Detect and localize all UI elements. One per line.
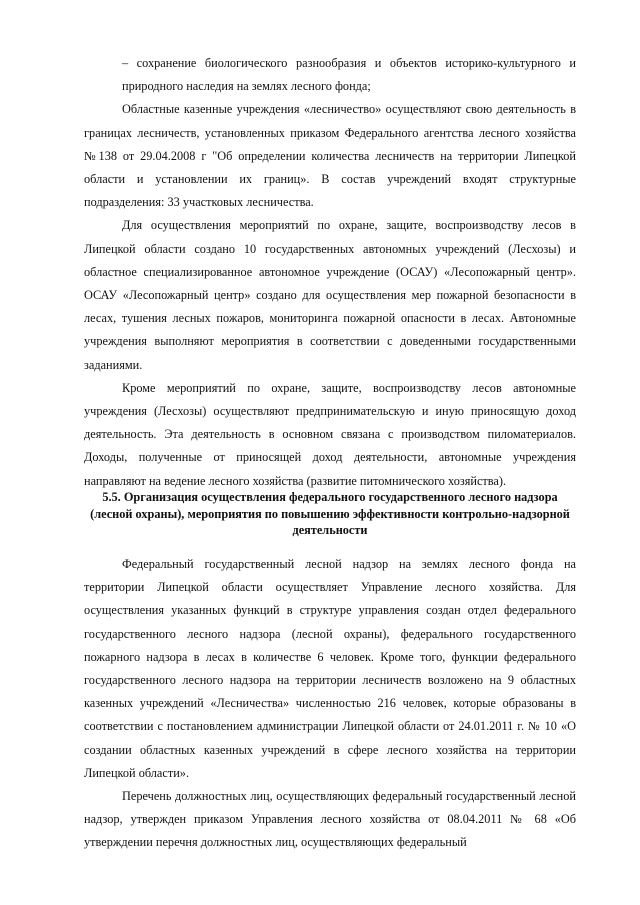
bottom-text-block bbox=[84, 553, 576, 855]
paragraph-income-activities: Кроме мероприятий по охране, защите, воспроизводству лесов автономные учреждения (Лесхозы) осуществляют предпринимательскую и иную приносящую доход деятельность. Эта деятельность в основном связана с производством пиломатериалов. Доходы, полученные от приносящей доход деятельности, автономные учреждения направляют на ведение лесного хозяйства (развитие питомнического хозяйства). bbox=[84, 380, 576, 488]
paragraph-forestry-institutions: Областные казенные учреждения «лесничество» осуществляют свою деятельность в границах лесничеств, установленных приказом Федерального агентства лесного хозяйства №138 от 29.04.2008 г "Об определении количества лесничеств на территории Липецкой области и установлении их границ». В состав учреждений входят структурные подразделения: 33 участковых лесничества. bbox=[84, 102, 576, 210]
top-text-block bbox=[84, 52, 576, 493]
paragraph-biodiversity: – сохранение биологического разнообразия и объектов историко-культурного и природного наследия на землях лесного фонда; bbox=[122, 56, 576, 94]
section-heading: 5.5. Организация осуществления федерального государственного лесного надзора (лесной охраны), мероприятия по повышению эффективности контрольно-надзорной деятельности bbox=[90, 490, 570, 537]
paragraph-autonomous-institutions: Для осуществления мероприятий по охране, защите, воспроизводству лесов в Липецкой области создано 10 государственных автономных учреждений (Лесхозы) и областное специализированное автономное учреждение (ОСАУ) «Лесопожарный центр». ОСАУ «Лесопожарный центр» создано для осуществления мер пожарной безопасности в лесах, тушения лесных пожаров, мониторинга пожарной опасности в лесах. Автономные учреждения выполняют мероприятия в соответствии с доведенными государственными заданиями. bbox=[84, 218, 576, 372]
paragraph-federal-supervision: Федеральный государственный лесной надзор на землях лесного фонда на территории Липецкой области осуществляет Управление лесного хозяйства. Для осуществления указанных функций в структуре управления создан отдел федерального государственного лесного надзора (лесной охраны), федерального государственного пожарного надзора в лесах в количестве 6 человек. Кроме того, функции федерального государственного лесного надзора на территории лесничеств возложено на 9 областных казенных учреждений «Лесничества» численностью 216 человек, которые образованы в соответствии с постановлением администрации Липецкой области от 24.01.2011 г. № 10 «О создании областных казенных учреждений в сфере лесного хозяйства на территории Липецкой области». bbox=[84, 557, 576, 780]
paragraph-officials-list: Перечень должностных лиц, осуществляющих федеральный государственный лесной надзор, утвержден приказом Управления лесного хозяйства от 08.04.2011 № 68 «Об утверждении перечня должностных лиц, осуществляющих федеральный bbox=[84, 789, 576, 850]
